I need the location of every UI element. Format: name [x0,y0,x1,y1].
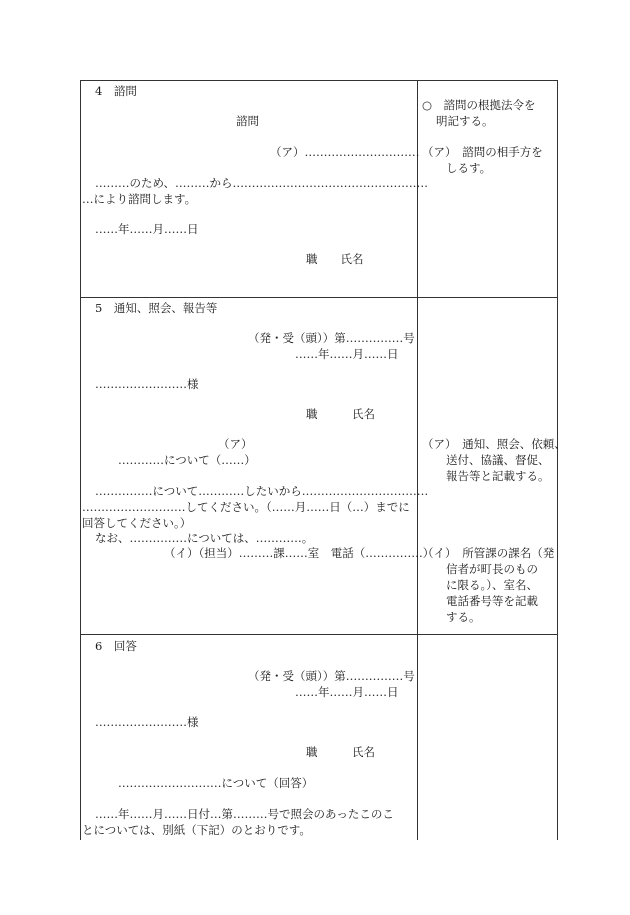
section5-note-i-4: 電話番号等を記載 [446,594,538,608]
table-top-border [80,80,558,81]
section4-body-line2: …により諮問します。 [82,192,197,206]
section5-body-line1: ……………について…………したいから…………………………… [95,484,429,498]
table-left-border [80,80,81,840]
section5-contact: （イ）（担当）………課……室 電話（……………） [164,546,435,560]
section5-addressee: ……………………様 [95,377,199,391]
section4-date: ……年……月……日 [95,222,199,236]
section4-heading: 4 諮問 [95,84,137,98]
section5-note-i-1: （イ） 所管課の課名（発 [422,546,555,560]
section5-body-line4: なお、……………については、…………。 [95,531,314,545]
table-right-border [557,80,558,840]
section6-body-line2: とについては、別紙（下記）のとおりです。 [82,823,311,837]
section6-body-line1: ……年……月……日付…第………号で照会のあったこのこ [95,807,394,821]
section4-title: 諮問 [236,114,259,128]
section6-date: ……年……月……日 [295,685,399,699]
section5-note-i-5: する。 [446,610,481,624]
section5-note-i-2: 信者が町長のもの [446,562,538,576]
section5-subject-mark: （ア） [218,437,253,451]
section4-note-a-2: しるす。 [446,161,492,175]
section6-addressee: ……………………様 [95,715,199,729]
section4-body-line1: ………のため、………から…………………………………………… [95,176,429,190]
section5-note-a-3: 報告等と記載する。 [446,469,550,483]
section5-heading: 5 通知、照会、報告等 [95,301,218,315]
section5-signer: 職 氏名 [306,407,375,421]
row-divider-1 [80,297,558,298]
section5-body-line2: ………………………してください。（……月……日（…）までに [82,500,410,514]
section5-doc-number: （発・受（頭））第……………号 [248,331,415,345]
section5-body-line3: 回答してください。） [82,516,192,530]
row-divider-2 [80,634,558,635]
section5-note-a-2: 送付、協議、督促、 [446,453,550,467]
section4-addressee: （ア）………………………… [270,145,420,159]
section6-subject: ………………………について（回答） [118,776,314,790]
section6-doc-number: （発・受（頭））第……………号 [248,669,415,683]
section4-note-main-2: 明記する。 [436,114,494,128]
section5-note-a-1: （ア） 通知、照会、依頼、 [422,437,566,451]
section4-signer: 職 氏名 [306,252,364,266]
column-divider [417,80,418,840]
section6-heading: 6 回答 [95,639,137,653]
section4-note-main-1: ○ 諮問の根拠法令を [422,98,536,112]
section5-note-i-3: に限る。）、室名、 [446,578,538,592]
section5-subject: …………について（……） [118,453,256,467]
section4-note-a-1: （ア） 諮問の相手方を [422,145,543,159]
section6-signer: 職 氏名 [306,745,375,759]
section5-date: ……年……月……日 [295,347,399,361]
